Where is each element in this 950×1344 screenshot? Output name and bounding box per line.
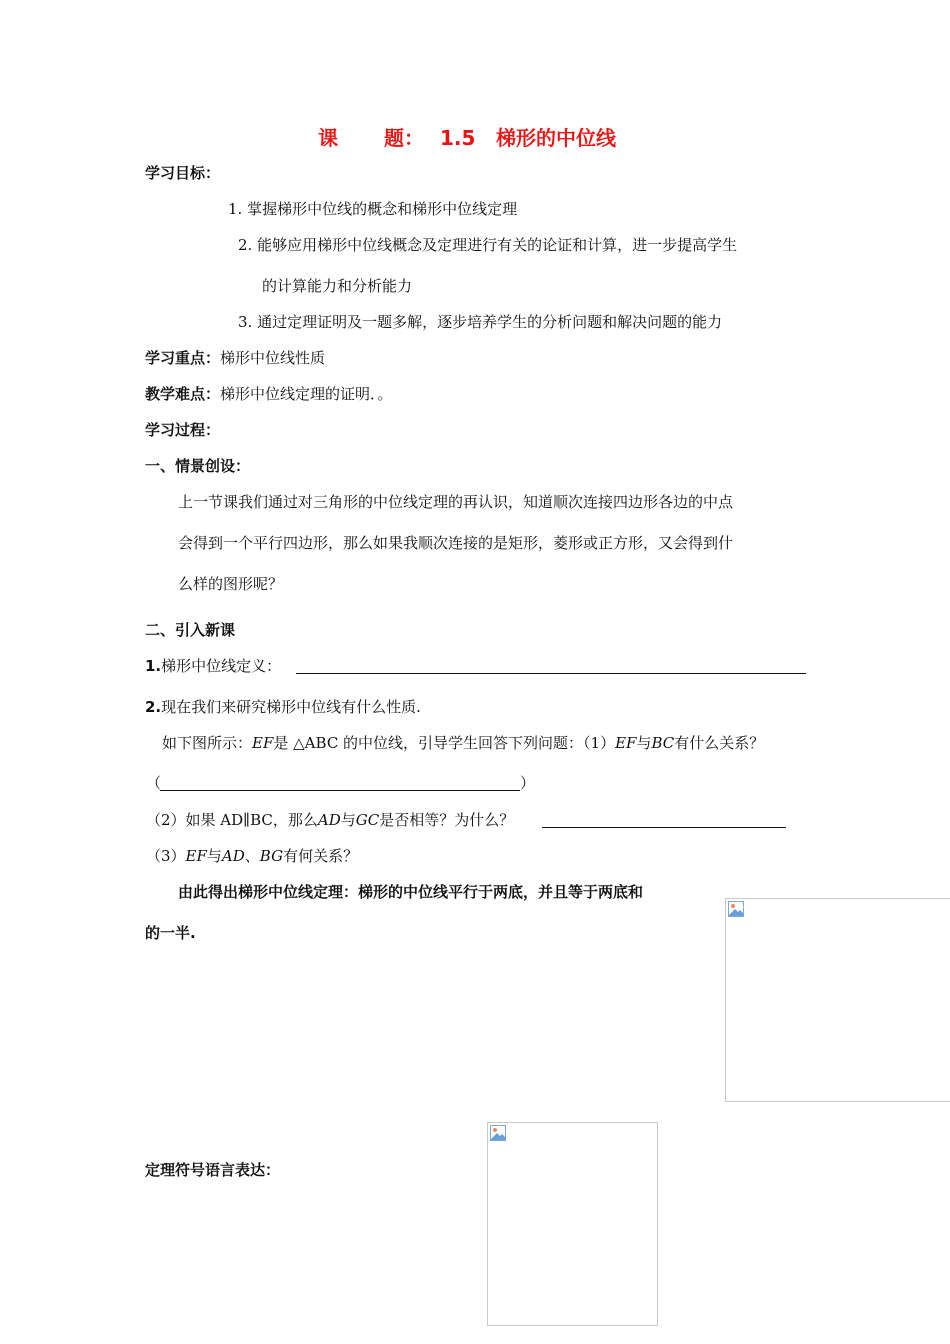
figure-image-placeholder [487,1122,658,1326]
answer-1-blank[interactable] [160,774,520,791]
segment-ef: EF [615,734,637,752]
sub2-text-b: 与 [340,811,356,829]
segment-ad: AD [317,811,341,829]
answer-1-paren-open: （ [146,774,162,792]
answer-2-blank[interactable] [542,811,786,828]
segment-ad: AD [221,847,245,865]
title-label-ke: 课 [318,126,338,150]
objective-item-2-line1: 2. 能够应用梯形中位线概念及定理进行有关的论证和计算，进一步提高学生 [238,236,738,254]
symbol-language-label: 定理符号语言表达： [145,1161,281,1179]
sub2-text-c: 是否相等？为什么？ [379,811,515,829]
objective-item-2-line2: 的计算能力和分析能力 [262,277,413,295]
objectives-heading: 学习目标： [145,164,221,182]
sub3-text-d: 有何关系？ [283,847,359,865]
segment-ef: EF [252,734,274,752]
key-point-text: 梯形中位线性质 [220,349,326,367]
title-label-ti: 题： [384,126,424,150]
difficulty-label: 教学难点： [145,385,221,403]
segment-bg: BG [259,847,284,865]
prompt-text-d: 有什么关系？ [674,734,765,752]
question-2 [145,697,421,717]
broken-image-icon [728,901,744,917]
difficulty [145,384,393,404]
theorem-line-2: 的一半. [145,924,196,942]
theorem-line-1: 由此得出梯形中位线定理：梯形的中位线平行于两底，并且等于两底和 [178,883,644,901]
answer-1-paren-close: ） [520,774,536,792]
section1-heading: 一、情景创设： [145,457,251,475]
page-title [318,125,616,151]
segment-ef: EF [185,847,207,865]
sub-question-2 [146,810,514,830]
segment-bc: BC [651,734,675,752]
section2-heading: 二、引入新课 [145,621,236,639]
prompt-text-a: 如下图所示： [162,734,253,752]
sub3-text-c: 、 [244,847,260,865]
title-number: 1.5 [440,126,476,150]
process-heading: 学习过程： [145,421,221,439]
segment-gc: GC [355,811,380,829]
objective-item-1: 1. 掌握梯形中位线的概念和梯形中位线定理 [228,200,518,218]
sub3-text-b: 与 [206,847,222,865]
question-1-number: 1. [145,657,162,675]
section1-line1: 上一节课我们通过对三角形的中位线定理的再认识，知道顺次连接四边形各边的中点 [178,493,734,511]
sub3-text-a: （3） [146,847,186,865]
objective-item-3: 3. 通过定理证明及一题多解，逐步培养学生的分析问题和解决问题的能力 [238,313,723,331]
sub-question-3 [146,846,358,866]
figure-image-placeholder [725,898,950,1102]
difficulty-text: 梯形中位线定理的证明．。 [220,385,393,403]
key-point-label: 学习重点： [145,349,221,367]
prompt-text-b: 是 △ABC 的中位线，引导学生回答下列问题：（1） [273,734,616,752]
question-1 [145,656,281,676]
question-2-prompt [162,733,764,753]
key-point [145,348,325,368]
section1-line3: 么样的图形呢？ [178,575,284,593]
section1-line2: 会得到一个平行四边形，那么如果我顺次连接的是矩形，菱形或正方形，又会得到什 [178,534,734,552]
title-name: 梯形的中位线 [496,126,616,150]
definition-blank[interactable] [296,657,806,674]
sub2-text-a: （2）如果 AD∥BC，那么 [146,811,318,829]
question-1-text: 梯形中位线定义： [161,657,282,675]
broken-image-icon [490,1125,506,1141]
question-2-text: 现在我们来研究梯形中位线有什么性质. [161,698,421,716]
prompt-text-c: 与 [636,734,652,752]
question-2-number: 2. [145,698,162,716]
